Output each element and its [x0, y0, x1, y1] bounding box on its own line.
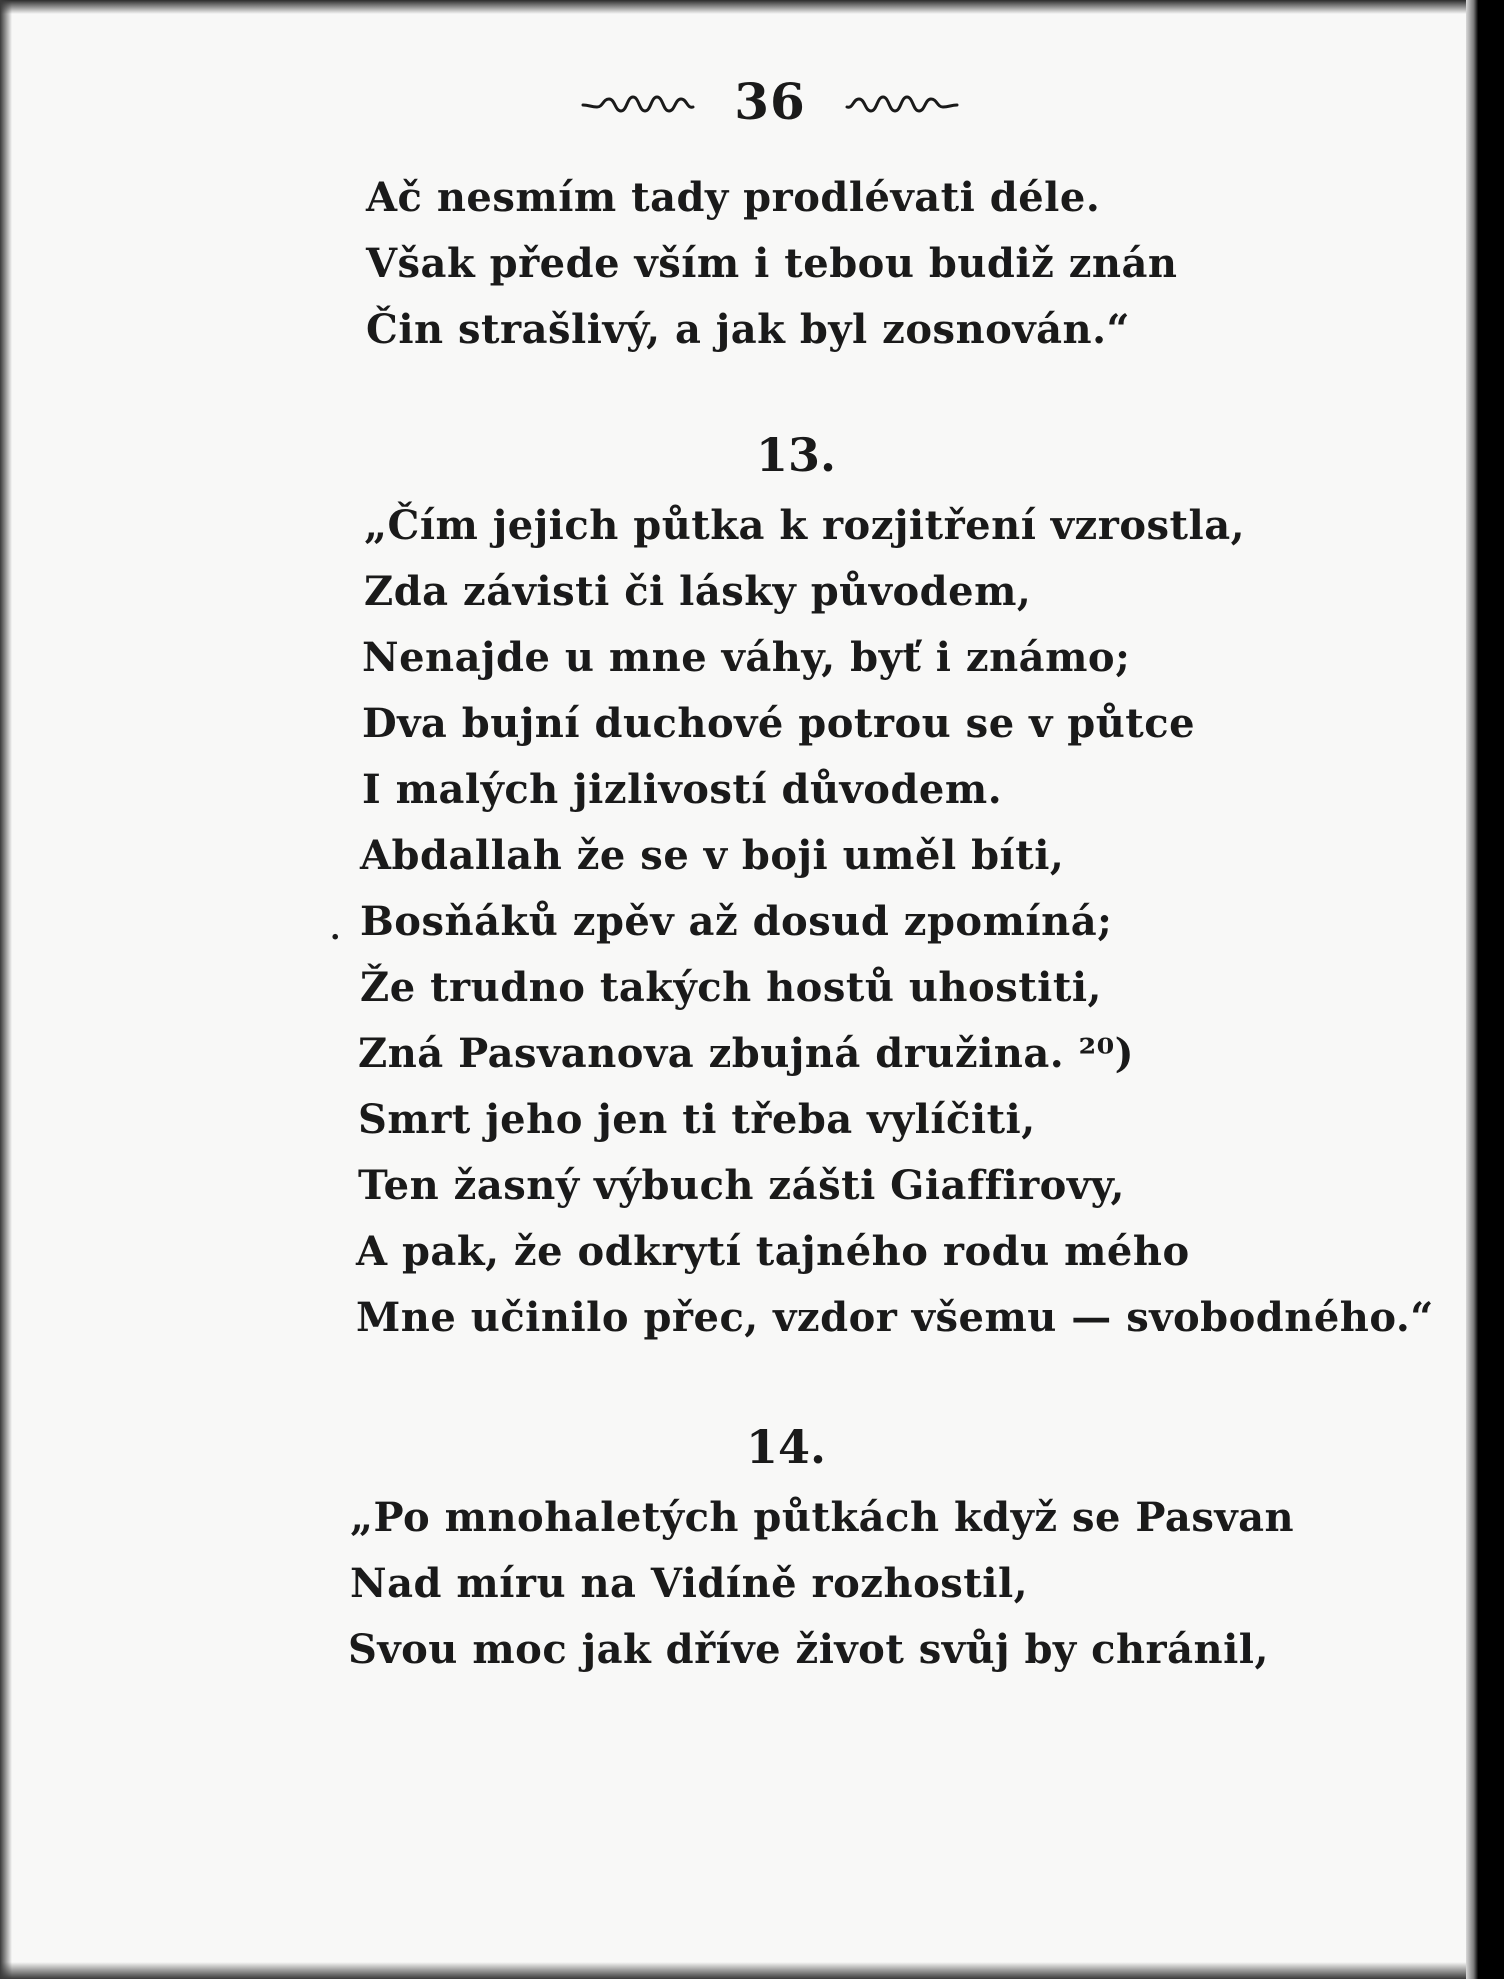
verse-line: „Čím jejich půtka k rozjitření vzrostla, [364, 502, 1246, 549]
page-number: 36 [734, 72, 806, 131]
scan-edge-bottom [0, 1962, 1504, 1979]
verse-line: Nad míru na Vidíně rozhostil, [350, 1560, 1029, 1607]
stanza-number: 13. [755, 428, 837, 482]
verse-line: „Po mnohaletých půtkách když se Pasvan [350, 1494, 1295, 1541]
page-header [540, 72, 1000, 142]
scan-edge-right [1466, 0, 1504, 1979]
verse-line: Abdallah že se v boji uměl bíti, [360, 832, 1065, 879]
verse-line: Čin strašlivý, a jak byl zosnován.“ [366, 306, 1131, 353]
verse-line: Že trudno takých hostů uhostiti, [360, 964, 1102, 1011]
verse-line: Smrt jeho jen ti třeba vylíčiti, [358, 1096, 1036, 1143]
stanza-number: 14. [745, 1420, 827, 1474]
scan-edge-top [0, 0, 1504, 14]
verse-line: Svou moc jak dříve život svůj by chránil, [348, 1626, 1269, 1673]
verse-line: Zda závisti či lásky původem, [364, 568, 1032, 615]
verse-line: Však přede vším i tebou budiž znán [366, 240, 1178, 287]
ornament-left-icon [581, 89, 711, 115]
verse-line: A pak, že odkrytí tajného rodu mého [356, 1228, 1190, 1275]
verse-line: Dva bujní duchové potrou se v půtce [362, 700, 1196, 747]
margin-mark: . [330, 912, 341, 947]
verse-line: Nenajde u mne váhy, byť i známo; [362, 634, 1131, 681]
scan-edge-left [0, 0, 12, 1979]
verse-line: Ten žasný výbuch zášti Giaffirovy, [358, 1162, 1125, 1209]
verse-line: Ač nesmím tady prodlévati déle. [366, 174, 1101, 221]
verse-line: Bosňáků zpěv až dosud zpomíná; [360, 898, 1113, 945]
verse-line: Zná Pasvanova zbujná družina. ²⁰) [358, 1030, 1135, 1077]
verse-line: I malých jizlivostí důvodem. [362, 766, 1003, 813]
verse-line: Mne učinilo přec, vzdor všemu — svobodného.“ [356, 1294, 1434, 1341]
ornament-right-icon [829, 89, 959, 115]
